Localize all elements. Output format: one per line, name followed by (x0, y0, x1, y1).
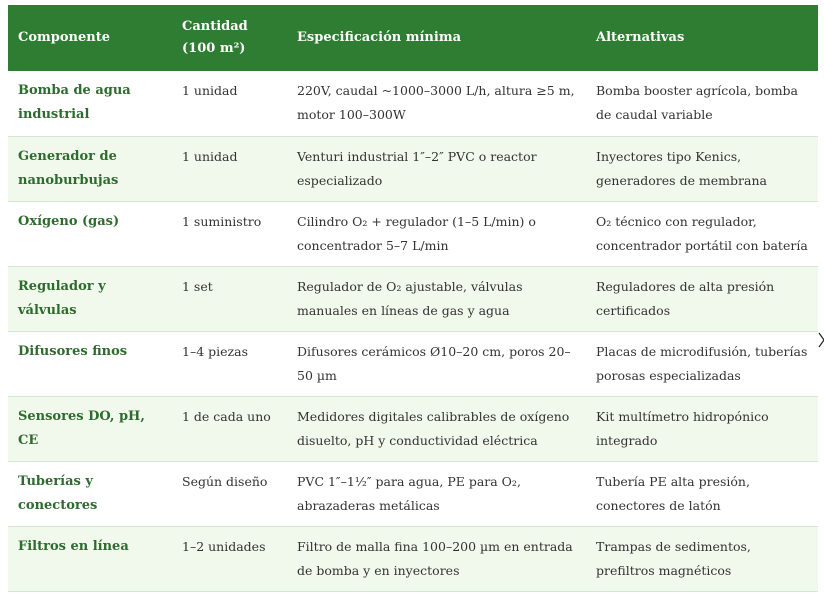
table-row (8, 201, 818, 266)
spec-cell: PVC 1″–1½″ para agua, PE para O₂, abrazaderas metálicas (297, 473, 521, 513)
spec-cell: Cilindro O₂ + regulador (1–5 L/min) o concentrador 5–7 L/min (297, 213, 536, 253)
table-body (8, 71, 818, 591)
quantity-cell: 1 unidad (182, 83, 238, 98)
component-cell: Regulador y válvulas (18, 278, 106, 318)
header-row (8, 5, 818, 71)
table-row (8, 396, 818, 461)
component-cell: Bomba de agua industrial (18, 83, 131, 122)
mouse-cursor-icon (818, 332, 824, 348)
header-component: Componente (18, 30, 110, 45)
component-cell: Tuberías y conectores (18, 473, 98, 513)
alternatives-cell: Placas de microdifusión, tuberías porosas especializadas (596, 343, 808, 383)
spec-cell: Venturi industrial 1″–2″ PVC o reactor especializado (297, 148, 537, 188)
table-row (8, 331, 818, 396)
alternatives-cell: O₂ técnico con regulador, concentrador portátil con batería (596, 213, 808, 253)
alternatives-cell: Bomba booster agrícola, bomba de caudal variable (596, 83, 799, 122)
spec-cell: Filtro de malla fina 100–200 µm en entrada de bomba y en inyectores (297, 538, 573, 578)
quantity-cell: 1 set (182, 278, 213, 294)
component-cell: Sensores DO, pH, CE (18, 408, 145, 448)
alternatives-cell: Trampas de sedimentos, prefiltros magnéticos (596, 538, 751, 578)
components-table (8, 5, 818, 592)
table-row (8, 266, 818, 331)
alternatives-cell: Reguladores de alta presión certificados (596, 278, 775, 318)
table-row (8, 136, 818, 201)
spec-cell: Regulador de O₂ ajustable, válvulas manuales en líneas de gas y agua (297, 278, 523, 318)
alternatives-cell: Kit multímetro hidropónico integrado (596, 408, 769, 448)
component-cell: Difusores finos (18, 343, 128, 359)
quantity-cell: 1–2 unidades (182, 538, 266, 554)
header-quantity: Cantidad (100 m²) (182, 19, 248, 56)
quantity-cell: 1 suministro (182, 213, 262, 229)
quantity-cell: 1 de cada uno (182, 408, 271, 424)
spec-cell: Difusores cerámicos Ø10–20 cm, poros 20–50 µm (297, 343, 571, 383)
spec-cell: Medidores digitales calibrables de oxígeno disuelto, pH y conductividad eléctrica (297, 408, 570, 448)
table-row (8, 461, 818, 526)
component-cell: Filtros en línea (18, 538, 129, 554)
table-row (8, 71, 818, 136)
alternatives-cell: Inyectores tipo Kenics, generadores de membrana (596, 148, 767, 188)
table-header (8, 5, 818, 71)
spec-cell: 220V, caudal ~1000–3000 L/h, altura ≥5 m, motor 100–300W (297, 83, 575, 122)
quantity-cell: 1–4 piezas (182, 343, 248, 359)
component-cell: Oxígeno (gas) (18, 213, 120, 229)
table-row (8, 526, 818, 591)
component-cell: Generador de nanoburbujas (18, 148, 119, 188)
quantity-cell: Según diseño (182, 473, 268, 489)
header-spec: Especificación mínima (297, 30, 461, 45)
alternatives-cell: Tubería PE alta presión, conectores de latón (596, 473, 750, 513)
header-alternatives: Alternativas (596, 30, 685, 45)
quantity-cell: 1 unidad (182, 148, 238, 164)
